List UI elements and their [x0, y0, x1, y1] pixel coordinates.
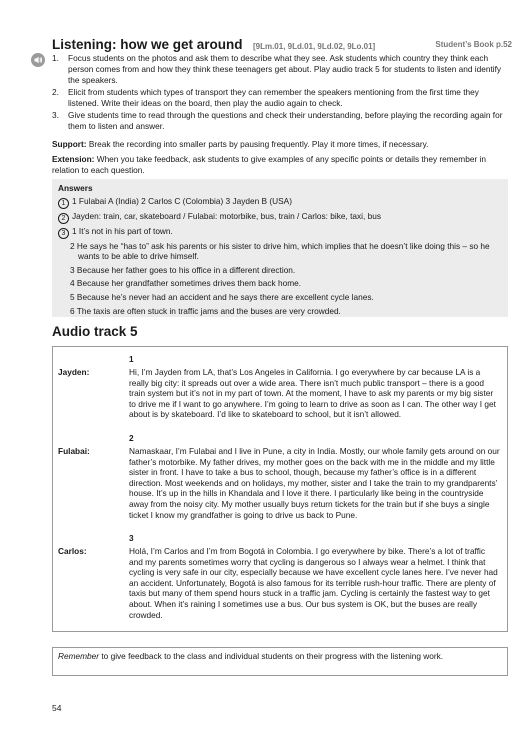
students-book-reference: Student’s Book p.52: [435, 40, 512, 49]
segment-number: 3: [129, 533, 134, 543]
answers-heading: Answers: [58, 183, 93, 193]
procedure-steps: [52, 53, 507, 133]
audio-speaker-icon[interactable]: [31, 53, 45, 67]
support-note: [52, 139, 507, 150]
support-label: Support:: [52, 139, 87, 149]
step-item: [52, 110, 507, 132]
answer-3-item: 6 The taxis are often stuck in traffic jams and the buses are very crowded.: [70, 305, 341, 316]
extension-text: When you take feedback, ask students to give examples of any specific points or details they remember in relation to each question.: [52, 154, 486, 175]
answer-3: [58, 226, 502, 239]
speaker-text: Hi, I’m Jayden from LA, that’s Los Angeles in California. I go everywhere by car because LA is a really big city: it spreads out over a wide area. There isn’t much public transport – there is a good train system but it’s not in my part of town. At the moment, I have to ask my parents or my big sister to drive me if I want to go anywhere. I’m going to learn to drive as soon as I can. The other way I get about is by skateboard. I’d like to skateboard to school, but it isn’t allowed.: [129, 367, 496, 420]
speaker-name: Fulabai:: [58, 446, 90, 456]
speaker-name: Jayden:: [58, 367, 90, 377]
audio-transcript-box: [52, 346, 508, 632]
step-number: 2.: [52, 86, 59, 97]
page-number: 54: [52, 703, 62, 713]
step-item: [52, 87, 507, 109]
speaker-text: Namaskaar, I’m Fulabai and I live in Pune, a city in India. Mostly, our whole family gets around on our father’s motorbike. My father drives, my mother goes on the back with me in the middle and my little sister in front. I have to take a bus to school, though, because my father’s office is in a different direction. Most weekends and on holidays, my mother, sister and I take the train to my grandparents’ house. It’s up in the hills in Khandala and I love it there. I particularly like being in the countryside away from the noisy city. My mother usually buys return tickets for the train but if she buys a single ticket I know my grandfather is going to drive us back to Pune.: [129, 446, 500, 520]
step-item: [52, 53, 507, 85]
section-title: Listening: how we get around: [52, 37, 243, 52]
answer-3-item: 4 Because her grandfather sometimes drives them back home.: [70, 278, 302, 289]
reminder-lead: Remember: [58, 651, 100, 661]
circled-number-1: 1: [58, 198, 69, 209]
step-text: Focus students on the photos and ask them to describe what they see. Ask students which country they think each person comes from and how they think these teenagers get about. Play audio track 5 for students to listen and identify the speakers.: [68, 53, 502, 85]
answer-2: [58, 211, 502, 224]
objective-codes: [9Lm.01, 9Ld.01, 9Ld.02, 9Lo.01]: [252, 42, 376, 51]
audio-track-title: Audio track 5: [52, 324, 138, 339]
answer-3-item: 3 Because her father goes to his office in a different direction.: [70, 264, 296, 275]
step-text: Give students time to read through the questions and check their understanding, before playing the recording again for them to listen and answer.: [68, 109, 503, 131]
extension-label: Extension:: [52, 154, 95, 164]
section-header: [52, 36, 512, 54]
segment-number: 1: [129, 354, 134, 364]
circled-number-2: 2: [58, 213, 69, 224]
extension-note: [52, 154, 507, 176]
step-number: 1.: [52, 53, 59, 63]
answer-text: 1 Fulabai A (India) 2 Carlos C (Colombia) 3 Jayden B (USA): [72, 195, 292, 206]
answers-box: [52, 179, 508, 317]
segment-number: 2: [129, 433, 134, 443]
circled-number-3: 3: [58, 228, 69, 239]
answer-3-item: 2 He says he “has to” ask his parents or his sister to drive him, which implies that he doesn’t like doing this – so he wants to be able to drive himself.: [70, 240, 490, 262]
reminder-text: to give feedback to the class and individual students on their progress with the listening work.: [99, 651, 444, 661]
feedback-reminder: [52, 647, 508, 676]
step-text: Elicit from students which types of transport they can remember the speakers mentioning from the first time they listened. Write their ideas on the board, then play the audio again to check.: [68, 86, 479, 108]
answer-text: Jayden: train, car, skateboard / Fulabai: motorbike, bus, train / Carlos: bike, taxi, bus: [72, 210, 381, 221]
support-text: Break the recording into smaller parts by pausing frequently. Play it more times, if necessary.: [88, 139, 429, 149]
answer-3-item: 5 Because he’s never had an accident and he says there are excellent cycle lanes.: [70, 291, 374, 302]
speaker-name: Carlos:: [58, 546, 87, 556]
answer-text: 1 It’s not in his part of town.: [72, 225, 173, 236]
speaker-text: Holá, I’m Carlos and I’m from Bogotá in Colombia. I go everywhere by bike. There’s a lot of traffic and my parents sometimes worry that cycling is dangerous so I always wear a helmet. I think that cycling is very safe in our city, especially because we have excellent cycle lanes here. I’ve never had an accident. Unfortunately, Bogotá is also famous for its terrible rush-hour traffic. There are plenty of taxis but many of them spend hours stuck in a traffic jam. Cycling is certainly the fastest way to get about. When it’s raining I sometimes use a bus. Our bus system is OK, but the buses are really crowded.: [129, 546, 498, 620]
answer-1: [58, 196, 502, 209]
step-number: 3.: [52, 109, 59, 120]
